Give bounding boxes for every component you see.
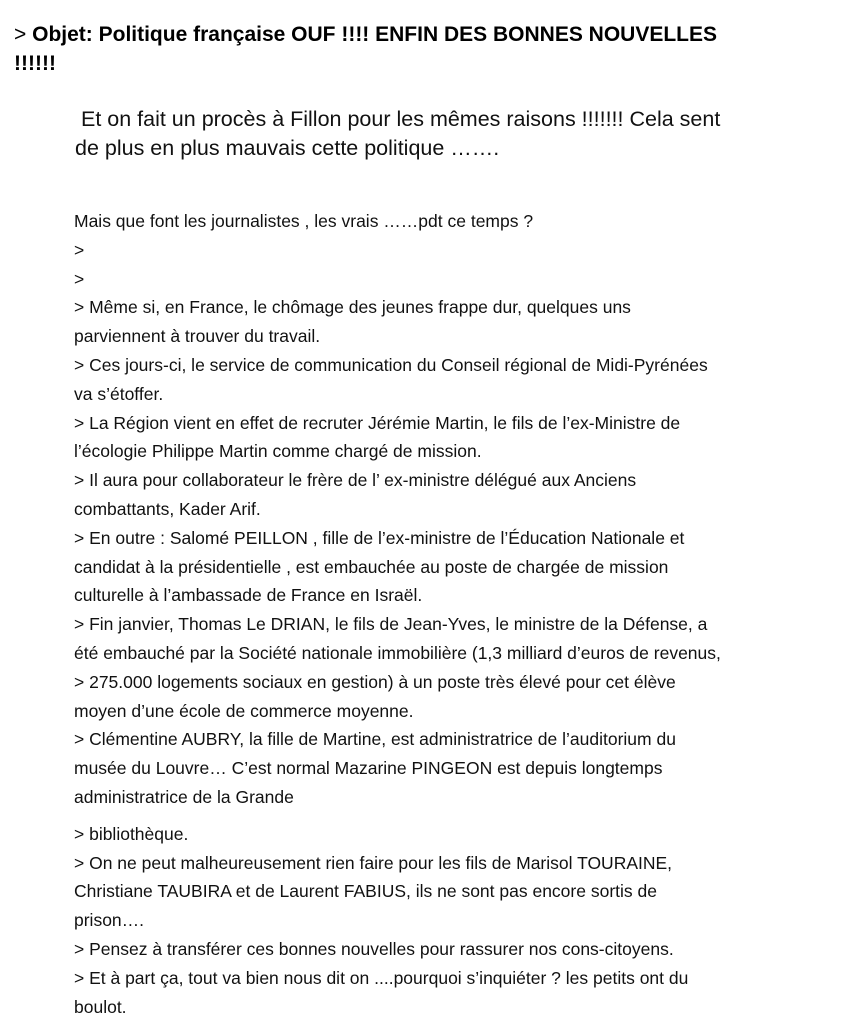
question-line: Mais que font les journalistes , les vrais ……pdt ce temps ? [74, 211, 534, 231]
body-paragraph-continued [74, 820, 854, 1022]
empty-quote-line-2: > [74, 268, 85, 289]
body-line: été embauché par la Société nationale immobilière (1,3 milliard d’euros de revenus, [74, 642, 721, 663]
body-line: > Même si, en France, le chômage des jeunes frappe dur, quelques uns [74, 297, 631, 318]
body-line: prison…. [74, 910, 145, 931]
body-line: > 275.000 logements sociaux en gestion) à un poste très élevé pour cet élève [74, 671, 676, 692]
body-line: > Pensez à transférer ces bonnes nouvelles pour rassurer nos cons-citoyens. [74, 938, 674, 959]
body-line: parviennent à trouver du travail. [74, 326, 321, 347]
subject-line-2: !!!!!! [14, 52, 56, 75]
body-line: va s’étoffer. [74, 383, 164, 404]
body-line: > Et à part ça, tout va bien nous dit on ....pourquoi s’inquiéter ? les petits ont du [74, 967, 689, 988]
body-line: > Clémentine AUBRY, la fille de Martine, est administratrice de l’auditorium du [74, 729, 676, 750]
body-line: moyen d’une école de commerce moyenne. [74, 700, 414, 721]
body-line: administratrice de la Grande [74, 786, 294, 807]
body-line: culturelle à l’ambassade de France en Israël. [74, 585, 423, 606]
body-paragraph [74, 293, 854, 811]
body-line: > En outre : Salomé PEILLON , fille de l’ex-ministre de l’Éducation Nationale et [74, 527, 685, 548]
paragraph-gap [74, 812, 854, 820]
body-line: boulot. [74, 996, 127, 1017]
body-line: Christiane TAUBIRA et de Laurent FABIUS, ils ne sont pas encore sortis de [74, 881, 657, 902]
empty-quote-line-1: > [74, 239, 85, 260]
email-body [74, 207, 854, 1021]
body-line: l’écologie Philippe Martin comme chargé de mission. [74, 441, 482, 462]
body-line: > On ne peut malheureusement rien faire pour les fils de Marisol TOURAINE, [74, 852, 673, 873]
body-line: > La Région vient en effet de recruter Jérémie Martin, le fils de l’ex-Ministre de [74, 412, 681, 433]
body-line: musée du Louvre… C’est normal Mazarine PINGEON est depuis longtemps [74, 758, 663, 779]
body-line: combattants, Kader Arif. [74, 498, 261, 519]
quote-marker: > [14, 23, 33, 46]
email-subject [14, 20, 854, 78]
body-line: candidat à la présidentielle , est embauchée au poste de chargée de mission [74, 556, 669, 577]
intro-paragraph [75, 105, 835, 163]
subject-line-1: Objet: Politique française OUF !!!! ENFIN DES BONNES NOUVELLES [32, 23, 718, 46]
body-line: > Il aura pour collaborateur le frère de l’ ex-ministre délégué aux Anciens [74, 470, 637, 491]
body-line: > Fin janvier, Thomas Le DRIAN, le fils de Jean-Yves, le ministre de la Défense, a [74, 614, 708, 635]
intro-line-2: de plus en plus mauvais cette politique ……. [75, 136, 500, 160]
body-line: > bibliothèque. [74, 823, 189, 844]
body-line: > Ces jours-ci, le service de communication du Conseil régional de Midi-Pyrénées [74, 354, 708, 375]
intro-line-1: Et on fait un procès à Fillon pour les mêmes raisons !!!!!!! Cela sent [75, 107, 721, 131]
